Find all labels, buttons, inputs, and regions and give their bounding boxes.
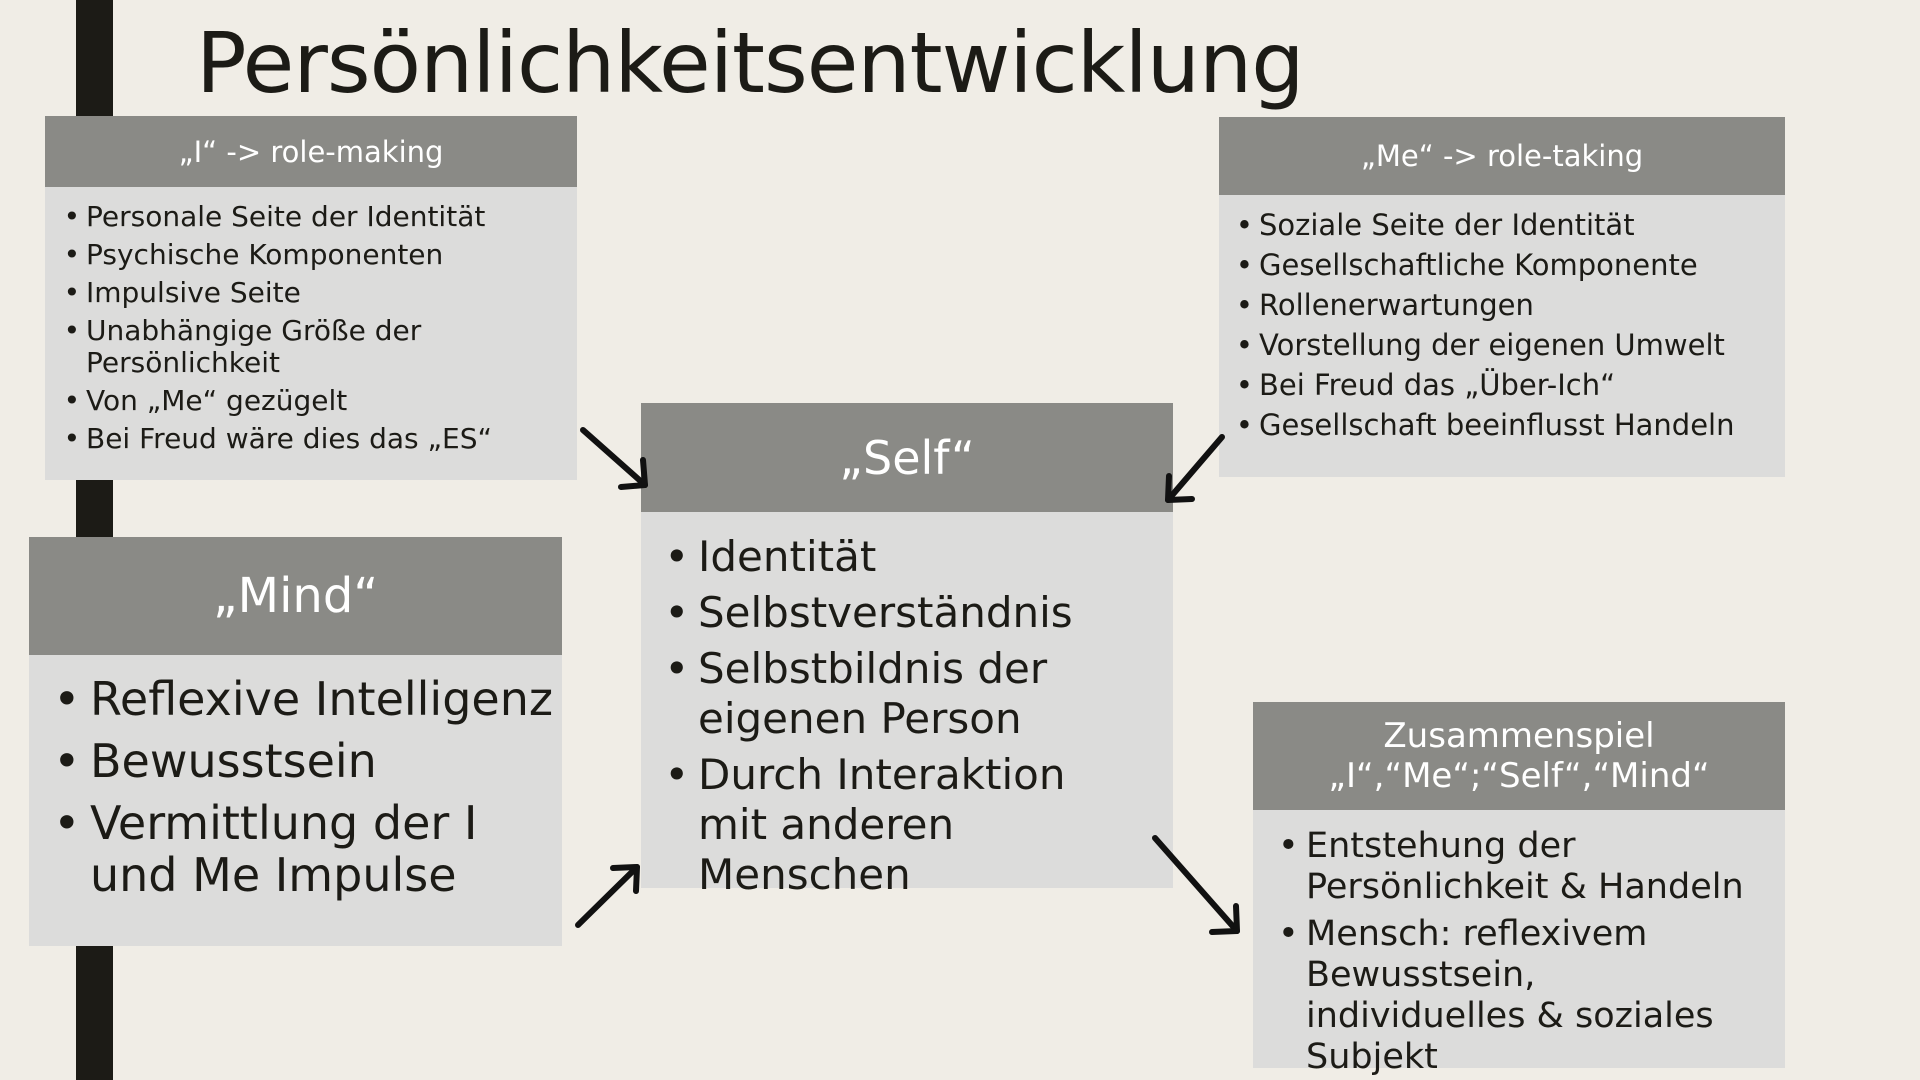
- list-item: • Impulsive Seite: [86, 277, 577, 309]
- page-title: Persönlichkeitsentwicklung: [196, 14, 1304, 112]
- list-item: • Reflexive Intelligenz: [90, 673, 562, 725]
- arrow-i-to-self: [583, 430, 645, 487]
- zusammenspiel-heading-line2: „I“,“Me“;“Self“,“Mind“: [1328, 756, 1710, 796]
- self-box-heading: „Self“: [641, 403, 1173, 512]
- list-item: • Bei Freud wäre dies das „ES“: [86, 423, 577, 455]
- arrow-mind-to-self: [578, 867, 637, 925]
- list-item: • Vorstellung der eigenen Umwelt: [1259, 328, 1785, 362]
- list-item: • Rollenerwartungen: [1259, 288, 1785, 322]
- list-item: • Von „Me“ gezügelt: [86, 385, 577, 417]
- list-item: • Gesellschaft beeinflusst Handeln: [1259, 408, 1785, 442]
- list-item: • Gesellschaftliche Komponente: [1259, 248, 1785, 282]
- list-item: • Vermittlung der I und Me Impulse: [90, 797, 490, 901]
- me-box-heading: „Me“ -> role-taking: [1219, 117, 1785, 195]
- zusammenspiel-heading-line1: Zusammenspiel: [1383, 716, 1655, 756]
- list-item: • Personale Seite der Identität: [86, 201, 577, 233]
- mind-box-heading: „Mind“: [29, 537, 562, 655]
- arrow-me-to-self: [1168, 437, 1222, 500]
- list-item: • Selbstbildnis der eigenen Person: [698, 644, 1078, 744]
- i-box-heading: „I“ -> role-making: [45, 116, 577, 187]
- list-item: • Identität: [698, 532, 1173, 582]
- arrow-self-to-zusammenspiel: [1155, 838, 1237, 932]
- list-item: • Unabhängige Größe der Persönlichkeit: [86, 315, 426, 379]
- list-item: • Bewusstsein: [90, 735, 562, 787]
- list-item: • Bei Freud das „Über-Ich“: [1259, 368, 1785, 402]
- list-item: • Psychische Komponenten: [86, 239, 577, 271]
- list-item: • Soziale Seite der Identität: [1259, 208, 1785, 242]
- list-item: • Selbstverständnis: [698, 588, 1173, 638]
- list-item: • Mensch: reflexivem Bewusstsein, individuelles & soziales Subjekt: [1306, 914, 1761, 1078]
- list-item: • Entstehung der Persönlichkeit & Handeln: [1306, 826, 1746, 908]
- list-item: • Durch Interaktion mit anderen Menschen: [698, 750, 1138, 900]
